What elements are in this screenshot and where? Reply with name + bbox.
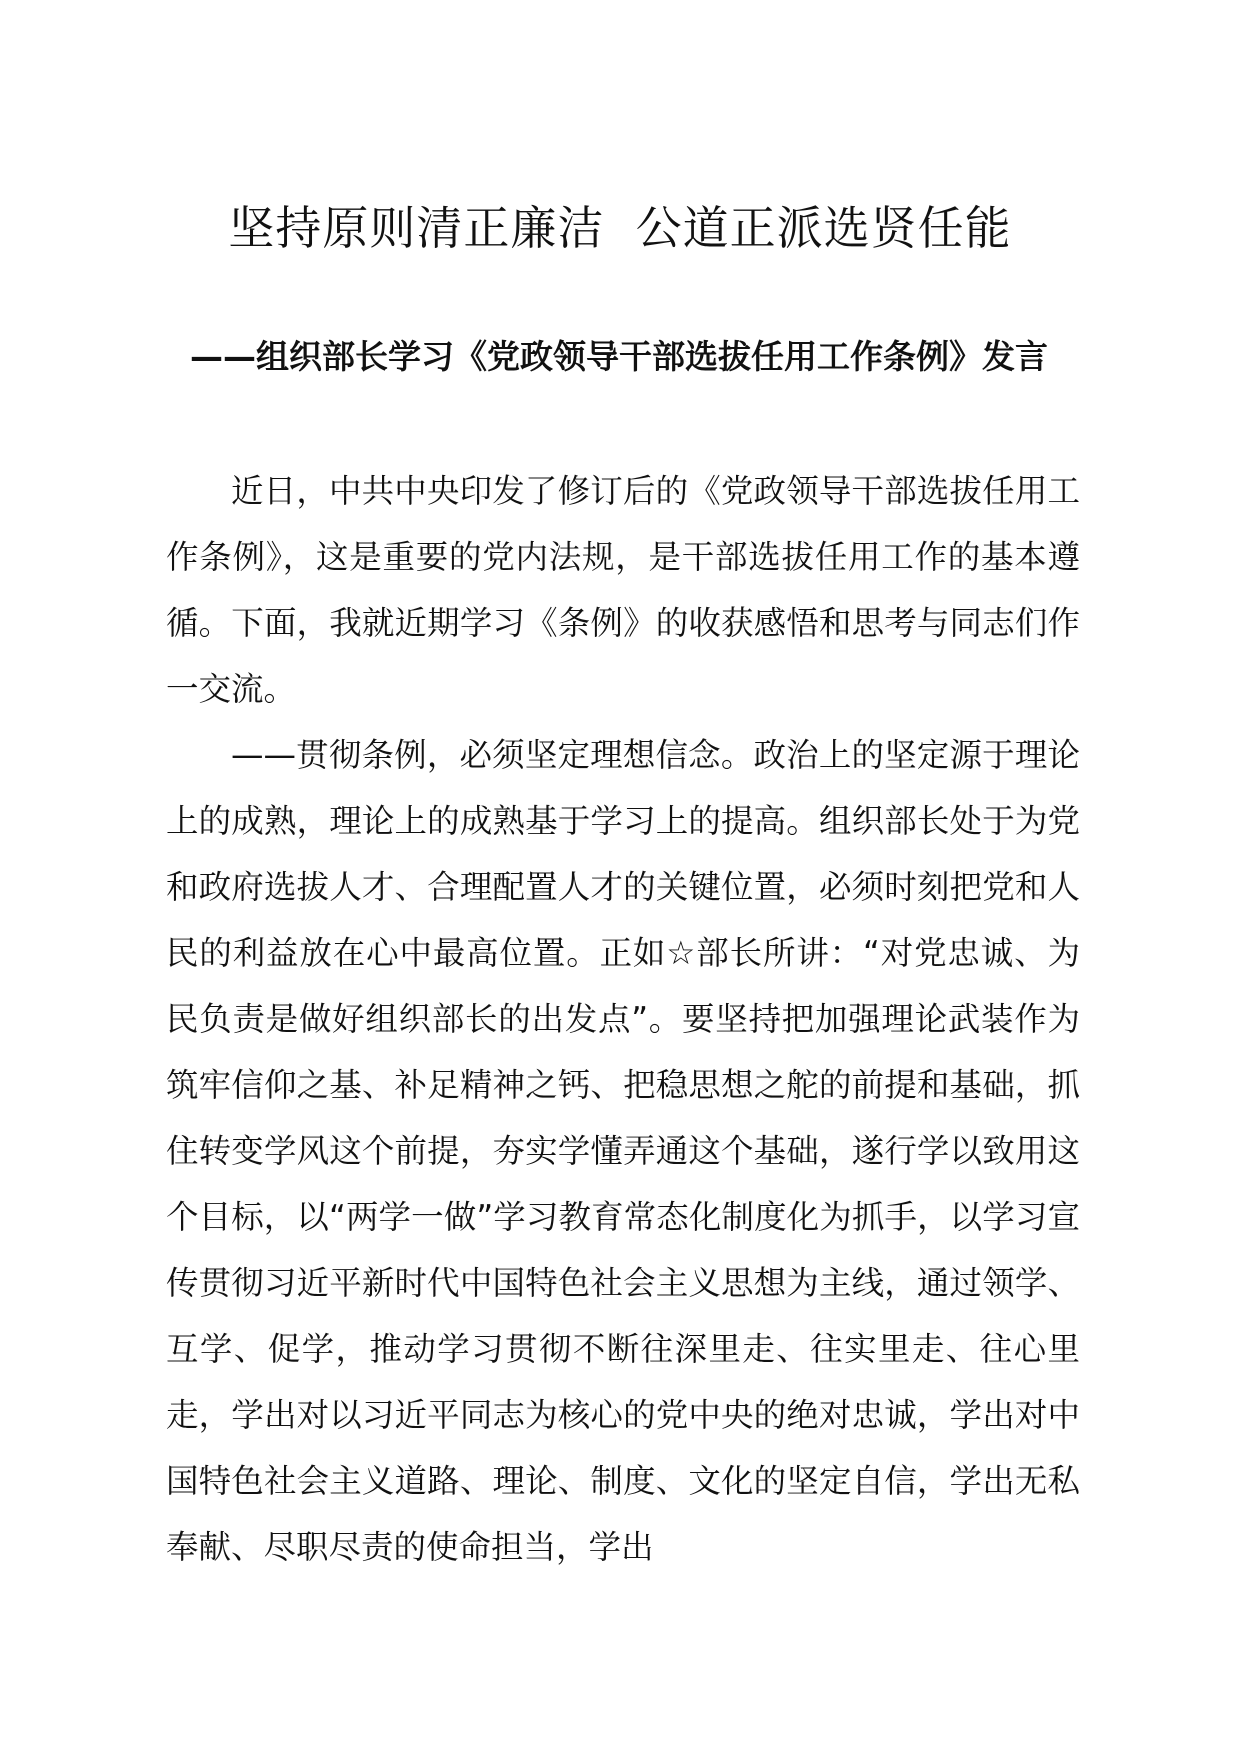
paragraph-ideals-text: 政治上的坚定源于理论上的成熟，理论上的成熟基于学习上的提高。组织部长处于为党和政府选拔人才、合理配置人才的关键位置，必须时刻把党和人民的利益放在心中最高位置。正如☆部长所讲：“对党忠诚、为民负责是做好组织部长的出发点”。要坚持把加强理论武装作为筑牢信仰之基、补足精神之钙、把稳思想之舵的前提和基础，抓住转变学风这个前提，夯实学懂弄通这个基础，遂行学以致用这个目标，以“两学一做”学习教育常态化制度化为抓手，以学习宣传贯彻习近平新时代中国特色社会主义思想为主线，通过领学、互学、促学，推动学习贯彻不断往深里走、往实里走、往心里走，学出对以习近平同志为核心的党中央的绝对忠诚，学出对中国特色社会主义道路、理论、制度、文化的坚定自信，学出无私奉献、尽职尽责的使命担当，学出 bbox=[166, 736, 1080, 1566]
document-title: 坚持原则清正廉洁 公道正派选贤任能 bbox=[228, 201, 1012, 255]
document-body bbox=[166, 458, 1080, 1580]
paragraph-ideals-lead: ——贯彻条例，必须坚定理想信念。 bbox=[231, 736, 754, 774]
paragraph-intro-text: 近日，中共中央印发了修订后的《党政领导干部选拔任用工作条例》，这是重要的党内法规，是干部选拔任用工作的基本遵循。下面，我就近期学习《条例》的收获感悟和思考与同志们作一交流。 bbox=[166, 472, 1080, 708]
paragraph-ideals bbox=[166, 722, 1080, 1580]
document-subtitle: ——组织部长学习《党政领导干部选拔任用工作条例》发言 bbox=[190, 337, 1048, 376]
paragraph-intro bbox=[166, 458, 1080, 722]
